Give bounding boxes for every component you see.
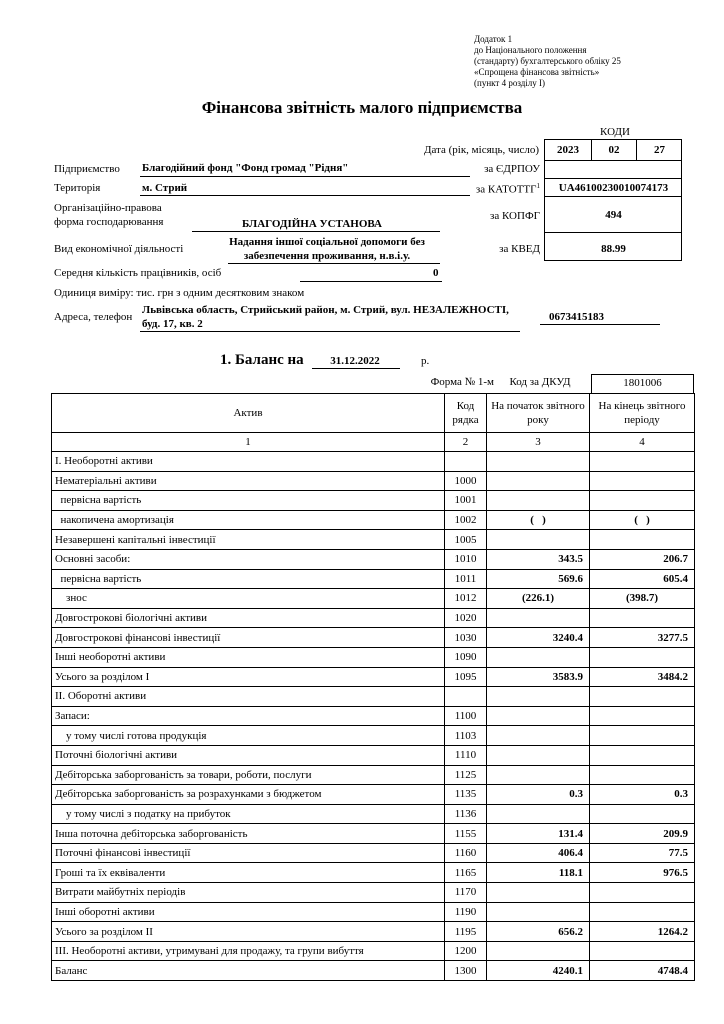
row-start-value: 343.5 bbox=[487, 549, 590, 569]
row-code: 1195 bbox=[445, 922, 487, 942]
row-code: 1010 bbox=[445, 549, 487, 569]
table-row bbox=[52, 922, 695, 942]
row-end-value bbox=[590, 726, 695, 746]
enterprise-value: Благодійний фонд "Фонд громад "Рідня" bbox=[142, 162, 349, 174]
table-row bbox=[52, 745, 695, 765]
row-code: 1012 bbox=[445, 589, 487, 609]
row-name: у тому числі готова продукція bbox=[52, 726, 445, 746]
legal-form-label-2: форма господарювання bbox=[54, 216, 164, 228]
table-row bbox=[52, 569, 695, 589]
address-underline bbox=[140, 331, 520, 332]
col-header-asset: Актив bbox=[52, 394, 445, 433]
row-end-value bbox=[590, 687, 695, 707]
row-name: Нематеріальні активи bbox=[52, 471, 445, 491]
row-code: 1000 bbox=[445, 471, 487, 491]
row-name: I. Необоротні активи bbox=[52, 452, 445, 472]
kved-code: 88.99 bbox=[601, 243, 626, 255]
katottg-footnote: 1 bbox=[536, 182, 540, 190]
row-name: первісна вартість bbox=[52, 569, 445, 589]
row-start-value: 3240.4 bbox=[487, 628, 590, 648]
row-name: Усього за розділом I bbox=[52, 667, 445, 687]
table-row bbox=[52, 902, 695, 922]
row-name: Інші оборотні активи bbox=[52, 902, 445, 922]
row-start-value bbox=[487, 883, 590, 903]
kopfg-code: 494 bbox=[605, 209, 622, 221]
row-name: Усього за розділом II bbox=[52, 922, 445, 942]
phone-underline bbox=[540, 324, 660, 325]
col-index: 4 bbox=[590, 433, 695, 452]
row-code: 1001 bbox=[445, 491, 487, 511]
territory-label: Територія bbox=[54, 182, 101, 194]
row-start-value bbox=[487, 687, 590, 707]
territory-underline bbox=[140, 195, 470, 196]
row-start-value bbox=[487, 491, 590, 511]
row-code: 1160 bbox=[445, 843, 487, 863]
date-label: Дата (рік, місяць, число) bbox=[423, 144, 539, 156]
col-header-code: Код рядка bbox=[445, 394, 487, 433]
date-year: 2023 bbox=[557, 144, 579, 156]
kopfg-label: за КОПФГ bbox=[490, 210, 540, 222]
table-row bbox=[52, 452, 695, 472]
row-code: 1095 bbox=[445, 667, 487, 687]
row-end-value bbox=[590, 745, 695, 765]
table-row bbox=[52, 549, 695, 569]
table-row bbox=[52, 491, 695, 511]
balance-heading: 1. Баланс на bbox=[220, 352, 304, 368]
row-end-value: 3277.5 bbox=[590, 628, 695, 648]
row-start-value bbox=[487, 452, 590, 472]
codes-divider bbox=[544, 178, 682, 179]
employees-label: Середня кількість працівників, осіб bbox=[54, 267, 222, 279]
employees-value: 0 bbox=[433, 267, 439, 279]
row-code: 1135 bbox=[445, 785, 487, 805]
row-start-value: 406.4 bbox=[487, 843, 590, 863]
dkud-label: Код за ДКУД bbox=[509, 376, 571, 388]
row-end-value bbox=[590, 530, 695, 550]
row-code bbox=[445, 687, 487, 707]
row-start-value bbox=[487, 804, 590, 824]
row-code: 1170 bbox=[445, 883, 487, 903]
appendix-note bbox=[474, 34, 621, 89]
row-name: Основні засоби: bbox=[52, 549, 445, 569]
col-header-end: На кінець звітного періоду bbox=[590, 394, 695, 433]
row-name: Дебіторська заборгованість за розрахунками з бюджетом bbox=[52, 785, 445, 805]
row-name: Поточні біологічні активи bbox=[52, 745, 445, 765]
row-name: у тому числі з податку на прибуток bbox=[52, 804, 445, 824]
row-start-value: 569.6 bbox=[487, 569, 590, 589]
table-row bbox=[52, 843, 695, 863]
row-start-value bbox=[487, 902, 590, 922]
table-row bbox=[52, 863, 695, 883]
row-start-value: (226.1) bbox=[487, 589, 590, 609]
row-start-value bbox=[487, 471, 590, 491]
row-start-value bbox=[487, 647, 590, 667]
col-index: 2 bbox=[445, 433, 487, 452]
row-end-value: 209.9 bbox=[590, 824, 695, 844]
katottg-label-text: за КАТОТТГ bbox=[475, 183, 537, 196]
row-name: Інша поточна дебіторська заборгованість bbox=[52, 824, 445, 844]
date-day: 27 bbox=[654, 144, 665, 156]
row-end-value bbox=[590, 902, 695, 922]
enterprise-underline bbox=[140, 176, 470, 177]
row-name: Дебіторська заборгованість за товари, роботи, послуги bbox=[52, 765, 445, 785]
row-name: Інші необоротні активи bbox=[52, 647, 445, 667]
row-end-value bbox=[590, 647, 695, 667]
row-code bbox=[445, 452, 487, 472]
enterprise-label: Підприємство bbox=[54, 163, 120, 175]
appendix-line: (пункт 4 розділу I) bbox=[474, 78, 546, 88]
row-code: 1165 bbox=[445, 863, 487, 883]
row-name: Довгострокові фінансові інвестиції bbox=[52, 628, 445, 648]
row-code: 1136 bbox=[445, 804, 487, 824]
table-row bbox=[52, 667, 695, 687]
form-number: Форма № 1-м bbox=[430, 376, 494, 388]
col-index: 3 bbox=[487, 433, 590, 452]
table-row bbox=[52, 941, 695, 961]
row-code: 1110 bbox=[445, 745, 487, 765]
row-end-value bbox=[590, 765, 695, 785]
row-code: 1005 bbox=[445, 530, 487, 550]
table-row bbox=[52, 824, 695, 844]
edrpou-label: за ЄДРПОУ bbox=[484, 163, 540, 175]
activity-value-2: забезпечення проживання, н.в.і.у. bbox=[243, 250, 411, 262]
row-start-value: 3583.9 bbox=[487, 667, 590, 687]
row-start-value: 0.3 bbox=[487, 785, 590, 805]
activity-value-1: Надання іншої соціальної допомоги без bbox=[229, 236, 425, 248]
codes-divider bbox=[544, 232, 682, 233]
table-row bbox=[52, 785, 695, 805]
row-code: 1030 bbox=[445, 628, 487, 648]
table-row bbox=[52, 883, 695, 903]
row-end-value: ( ) bbox=[590, 510, 695, 530]
row-end-value: 4748.4 bbox=[590, 961, 695, 981]
table-row bbox=[52, 510, 695, 530]
row-start-value: 131.4 bbox=[487, 824, 590, 844]
kved-label: за КВЕД bbox=[499, 243, 540, 255]
table-row bbox=[52, 647, 695, 667]
row-end-value bbox=[590, 608, 695, 628]
row-end-value bbox=[590, 804, 695, 824]
row-code: 1002 bbox=[445, 510, 487, 530]
table-row bbox=[52, 589, 695, 609]
appendix-line: «Спрощена фінансова звітність» bbox=[474, 67, 600, 77]
table-row bbox=[52, 608, 695, 628]
table-row bbox=[52, 530, 695, 550]
row-name: II. Оборотні активи bbox=[52, 687, 445, 707]
row-name: III. Необоротні активи, утримувані для продажу, та групи вибуття bbox=[52, 941, 445, 961]
table-row bbox=[52, 687, 695, 707]
row-end-value: (398.7) bbox=[590, 589, 695, 609]
codes-divider bbox=[544, 196, 682, 197]
row-end-value bbox=[590, 452, 695, 472]
table-row bbox=[52, 961, 695, 981]
unit-note: Одиниця виміру: тис. грн з одним десятковим знаком bbox=[54, 287, 305, 299]
row-name: Поточні фінансові інвестиції bbox=[52, 843, 445, 863]
row-end-value: 77.5 bbox=[590, 843, 695, 863]
row-name: Запаси: bbox=[52, 706, 445, 726]
row-start-value bbox=[487, 745, 590, 765]
territory-value: м. Стрий bbox=[142, 182, 188, 194]
row-end-value bbox=[590, 941, 695, 961]
row-start-value bbox=[487, 726, 590, 746]
row-end-value bbox=[590, 471, 695, 491]
row-name: Незавершені капітальні інвестиції bbox=[52, 530, 445, 550]
row-end-value: 976.5 bbox=[590, 863, 695, 883]
legal-form-value: БЛАГОДІЙНА УСТАНОВА bbox=[242, 218, 382, 230]
codes-divider bbox=[544, 160, 682, 161]
table-row bbox=[52, 726, 695, 746]
address-label: Адреса, телефон bbox=[54, 311, 133, 323]
row-name: Довгострокові біологічні активи bbox=[52, 608, 445, 628]
balance-date: 31.12.2022 bbox=[330, 355, 380, 367]
col-header-start: На початок звітного року bbox=[487, 394, 590, 433]
row-name: накопичена амортизація bbox=[52, 510, 445, 530]
activity-label: Вид економічної діяльності bbox=[54, 243, 184, 255]
row-code: 1103 bbox=[445, 726, 487, 746]
row-end-value: 1264.2 bbox=[590, 922, 695, 942]
balance-date-underline bbox=[312, 368, 400, 369]
table-row bbox=[52, 706, 695, 726]
table-index-row bbox=[52, 433, 695, 452]
row-end-value bbox=[590, 491, 695, 511]
page-title: Фінансова звітність малого підприємства bbox=[201, 98, 523, 117]
balance-table bbox=[51, 393, 695, 981]
row-code: 1011 bbox=[445, 569, 487, 589]
date-month: 02 bbox=[608, 144, 620, 156]
row-code: 1190 bbox=[445, 902, 487, 922]
col-index: 1 bbox=[52, 433, 445, 452]
row-code: 1100 bbox=[445, 706, 487, 726]
row-start-value bbox=[487, 530, 590, 550]
table-header-row bbox=[52, 394, 695, 433]
row-start-value bbox=[487, 608, 590, 628]
phone-value: 0673415183 bbox=[549, 311, 604, 323]
appendix-line: (стандарту) бухгалтерського обліку 25 bbox=[474, 56, 621, 66]
legal-form-underline bbox=[192, 231, 440, 232]
row-code: 1125 bbox=[445, 765, 487, 785]
row-start-value bbox=[487, 765, 590, 785]
row-end-value bbox=[590, 883, 695, 903]
row-name: знос bbox=[52, 589, 445, 609]
row-code: 1200 bbox=[445, 941, 487, 961]
codes-header: КОДИ bbox=[600, 126, 630, 138]
appendix-line: Додаток 1 bbox=[474, 34, 513, 44]
activity-underline bbox=[228, 263, 440, 264]
appendix-line: до Національного положення bbox=[474, 45, 587, 55]
row-start-value: 656.2 bbox=[487, 922, 590, 942]
table-row bbox=[52, 765, 695, 785]
row-start-value: 118.1 bbox=[487, 863, 590, 883]
table-row bbox=[52, 804, 695, 824]
row-code: 1090 bbox=[445, 647, 487, 667]
table-row bbox=[52, 471, 695, 491]
katottg-label bbox=[470, 182, 540, 196]
address-value-1: Львівська область, Стрийський район, м. Стрий, вул. НЕЗАЛЕЖНОСТІ, bbox=[142, 304, 509, 316]
balance-date-suffix: р. bbox=[421, 355, 430, 367]
legal-form-label-1: Організаційно-правова bbox=[54, 202, 162, 214]
row-code: 1020 bbox=[445, 608, 487, 628]
row-start-value: 4240.1 bbox=[487, 961, 590, 981]
row-end-value: 605.4 bbox=[590, 569, 695, 589]
row-start-value bbox=[487, 941, 590, 961]
row-end-value bbox=[590, 706, 695, 726]
row-start-value: ( ) bbox=[487, 510, 590, 530]
table-row bbox=[52, 628, 695, 648]
row-end-value: 3484.2 bbox=[590, 667, 695, 687]
row-end-value: 206.7 bbox=[590, 549, 695, 569]
katottg-code: UA46100230010074173 bbox=[558, 182, 669, 194]
row-name: первісна вартість bbox=[52, 491, 445, 511]
row-end-value: 0.3 bbox=[590, 785, 695, 805]
row-code: 1155 bbox=[445, 824, 487, 844]
row-start-value bbox=[487, 706, 590, 726]
employees-underline bbox=[300, 281, 442, 282]
row-name: Витрати майбутніх періодів bbox=[52, 883, 445, 903]
dkud-code: 1801006 bbox=[623, 377, 662, 389]
row-name: Гроші та їх еквіваленти bbox=[52, 863, 445, 883]
address-value-2: буд. 17, кв. 2 bbox=[142, 318, 203, 330]
row-code: 1300 bbox=[445, 961, 487, 981]
row-name: Баланс bbox=[52, 961, 445, 981]
